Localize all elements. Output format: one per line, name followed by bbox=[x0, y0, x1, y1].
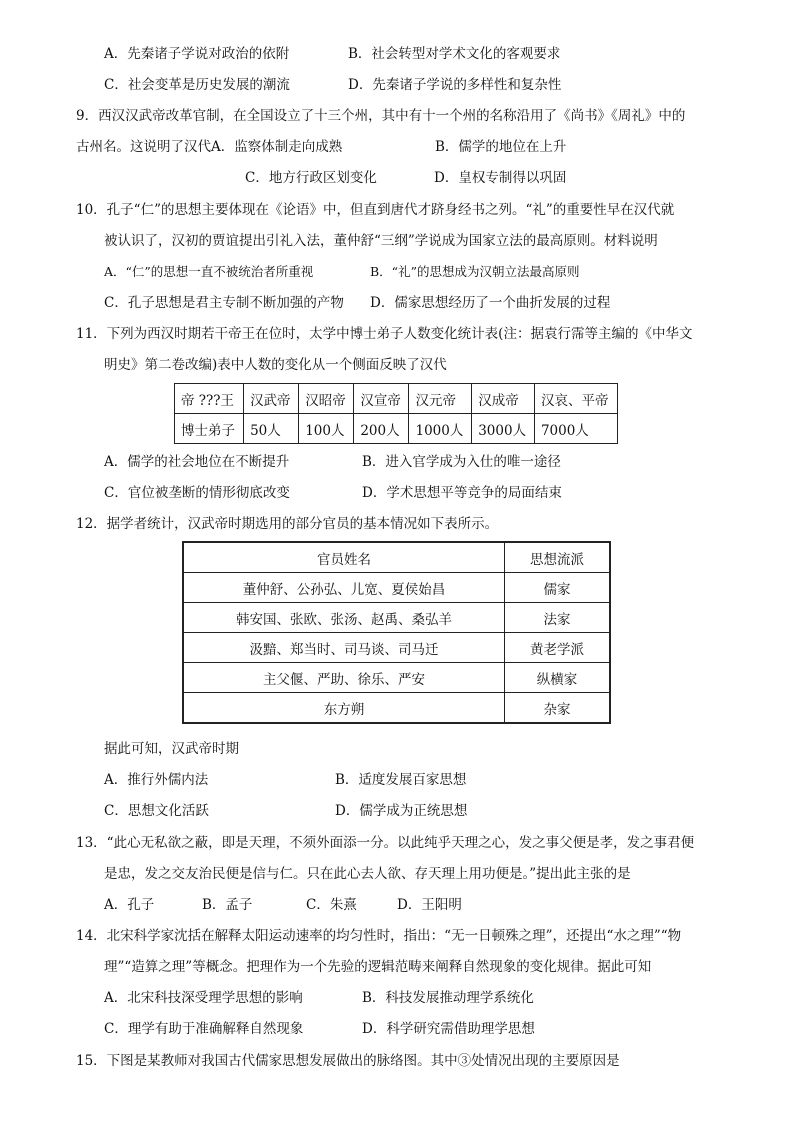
table-header-cell: 思想流派 bbox=[505, 542, 611, 573]
q13-option-a: A．孔子 bbox=[104, 897, 155, 913]
q10-stem-line2: 被认识了，汉初的贾谊提出引礼入法，董仲舒“三纲”学说成为国家立法的最高原则。材料说明 bbox=[104, 233, 658, 249]
table-cell: 黄老学派 bbox=[505, 633, 611, 663]
table-cell: 杂家 bbox=[505, 693, 611, 724]
q14-option-c: C．理学有助于准确解释自然现象 bbox=[104, 1021, 304, 1037]
q12-option-d: D．儒学成为正统思想 bbox=[335, 803, 468, 819]
table-cell: 7000人 bbox=[534, 414, 617, 444]
q14-stem-line2: 理”“造算之理”等概念。把理作为一个先验的逻辑范畴来阐释自然现象的变化规律。据此可知 bbox=[104, 959, 652, 975]
q12-option-c: C．思想文化活跃 bbox=[104, 803, 209, 819]
table-row bbox=[183, 573, 610, 603]
table-cell: 纵横家 bbox=[505, 663, 611, 693]
table-cell: 汉成帝 bbox=[472, 384, 535, 414]
q9-stem-line1: 9．西汉汉武帝改革官制，在全国设立了十三个州，其中有十一个州的名称沿用了《尚书》《周礼》中的 bbox=[76, 108, 686, 124]
q8-option-b: B．社会转型对学术文化的客观要求 bbox=[348, 46, 561, 62]
table-cell: 博士弟子 bbox=[175, 414, 244, 444]
q13-option-b: B．孟子 bbox=[202, 897, 253, 913]
q9-option-c: C．地方行政区划变化 bbox=[245, 170, 377, 186]
table-row bbox=[175, 414, 618, 444]
q14-option-a: A．北宋科技深受理学思想的影响 bbox=[104, 990, 303, 1006]
q13-stem-line1: 13．“此心无私欲之蔽，即是天理，不须外面添一分。以此纯乎天理之心，发之事父便是孝，发之事君便 bbox=[76, 835, 695, 851]
table-cell: 儒家 bbox=[505, 573, 611, 603]
table-row bbox=[175, 384, 618, 414]
q10-stem-line1: 10．孔子“仁”的思想主要体现在《论语》中，但直到唐代才跻身经书之列。“礼”的重要性早在汉代就 bbox=[76, 202, 675, 218]
table-row bbox=[183, 542, 610, 573]
q11-table bbox=[174, 383, 618, 444]
q8-option-d: D．先秦诸子学说的多样性和复杂性 bbox=[348, 77, 562, 93]
table-cell: 汉宣帝 bbox=[354, 384, 409, 414]
table-cell: 50人 bbox=[244, 414, 299, 444]
table-cell: 主父偃、严助、徐乐、严安 bbox=[183, 663, 505, 693]
q8-option-a: A．先秦诸子学说对政治的依附 bbox=[104, 46, 290, 62]
table-cell: 东方朔 bbox=[183, 693, 505, 724]
q13-option-d: D．王阳明 bbox=[397, 897, 462, 913]
q9-stem-line2: 古州名。这说明了汉代A．监察体制走向成熟 bbox=[76, 139, 343, 155]
q10-option-a: A．“仁”的思想一直不被统治者所重视 bbox=[104, 264, 314, 279]
q11-option-a: A．儒学的社会地位在不断提升 bbox=[104, 454, 290, 470]
q14-option-b: B．科技发展推动理学系统化 bbox=[362, 990, 534, 1006]
q9-option-d: D．皇权专制得以巩固 bbox=[434, 170, 567, 186]
table-cell: 董仲舒、公孙弘、儿宽、夏侯始昌 bbox=[183, 573, 505, 603]
table-cell: 200人 bbox=[354, 414, 409, 444]
table-row bbox=[183, 663, 610, 693]
q15-stem-line1: 15．下图是某教师对我国古代儒家思想发展做出的脉络图。其中③处情况出现的主要原因是 bbox=[76, 1053, 620, 1069]
table-cell: 帝 ???王 bbox=[175, 384, 244, 414]
q10-option-c: C．孔子思想是君主专制不断加强的产物 bbox=[104, 295, 344, 311]
q11-stem-line1: 11．下列为西汉时期若干帝王在位时，太学中博士弟子人数变化统计表(注：据袁行霈等主编的《中华文 bbox=[76, 326, 693, 342]
q10-option-d: D．儒家思想经历了一个曲折发展的过程 bbox=[370, 295, 611, 311]
q14-stem-line1: 14．北宋科学家沈括在解释太阳运动速率的均匀性时，指出：“无一日顿殊之理”，还提出“水之理”“物 bbox=[76, 928, 682, 944]
q8-option-c: C．社会变革是历史发展的潮流 bbox=[104, 77, 290, 93]
table-cell: 韩安国、张欧、张汤、赵禹、桑弘羊 bbox=[183, 603, 505, 633]
table-cell: 3000人 bbox=[472, 414, 535, 444]
table-row bbox=[183, 633, 610, 663]
table-cell: 汲黯、郑当时、司马谈、司马迁 bbox=[183, 633, 505, 663]
table-cell: 法家 bbox=[505, 603, 611, 633]
q14-option-d: D．科学研究需借助理学思想 bbox=[362, 1021, 535, 1037]
q11-option-d: D．学术思想平等竞争的局面结束 bbox=[362, 485, 562, 501]
table-row bbox=[183, 603, 610, 633]
q12-option-a: A．推行外儒内法 bbox=[104, 772, 209, 788]
table-cell: 100人 bbox=[299, 414, 354, 444]
q10-option-b: B．“礼”的思想成为汉朝立法最高原则 bbox=[370, 264, 580, 279]
q12-stem-line1: 12．据学者统计，汉武帝时期选用的部分官员的基本情况如下表所示。 bbox=[76, 516, 499, 532]
table-header-cell: 官员姓名 bbox=[183, 542, 505, 573]
table-cell: 1000人 bbox=[409, 414, 472, 444]
q11-option-b: B．进入官学成为入仕的唯一途径 bbox=[362, 454, 561, 470]
q13-option-c: C．朱熹 bbox=[306, 897, 357, 913]
q9-option-b: B．儒学的地位在上升 bbox=[435, 139, 567, 155]
table-cell: 汉元帝 bbox=[409, 384, 472, 414]
q11-stem-line2: 明史》第二卷改编)表中人数的变化从一个侧面反映了汉代 bbox=[104, 357, 447, 373]
q12-stem-end: 据此可知，汉武帝时期 bbox=[104, 741, 239, 757]
q12-option-b: B．适度发展百家思想 bbox=[335, 772, 467, 788]
q12-table bbox=[182, 541, 611, 724]
q11-option-c: C．官位被垄断的情形彻底改变 bbox=[104, 485, 290, 501]
table-cell: 汉昭帝 bbox=[299, 384, 354, 414]
q13-stem-line2: 是忠，发之交友治民便是信与仁。只在此心去人欲、存天理上用功便是。”提出此主张的是 bbox=[104, 866, 631, 882]
table-row bbox=[183, 693, 610, 724]
table-cell: 汉武帝 bbox=[244, 384, 299, 414]
table-cell: 汉哀、平帝 bbox=[534, 384, 617, 414]
